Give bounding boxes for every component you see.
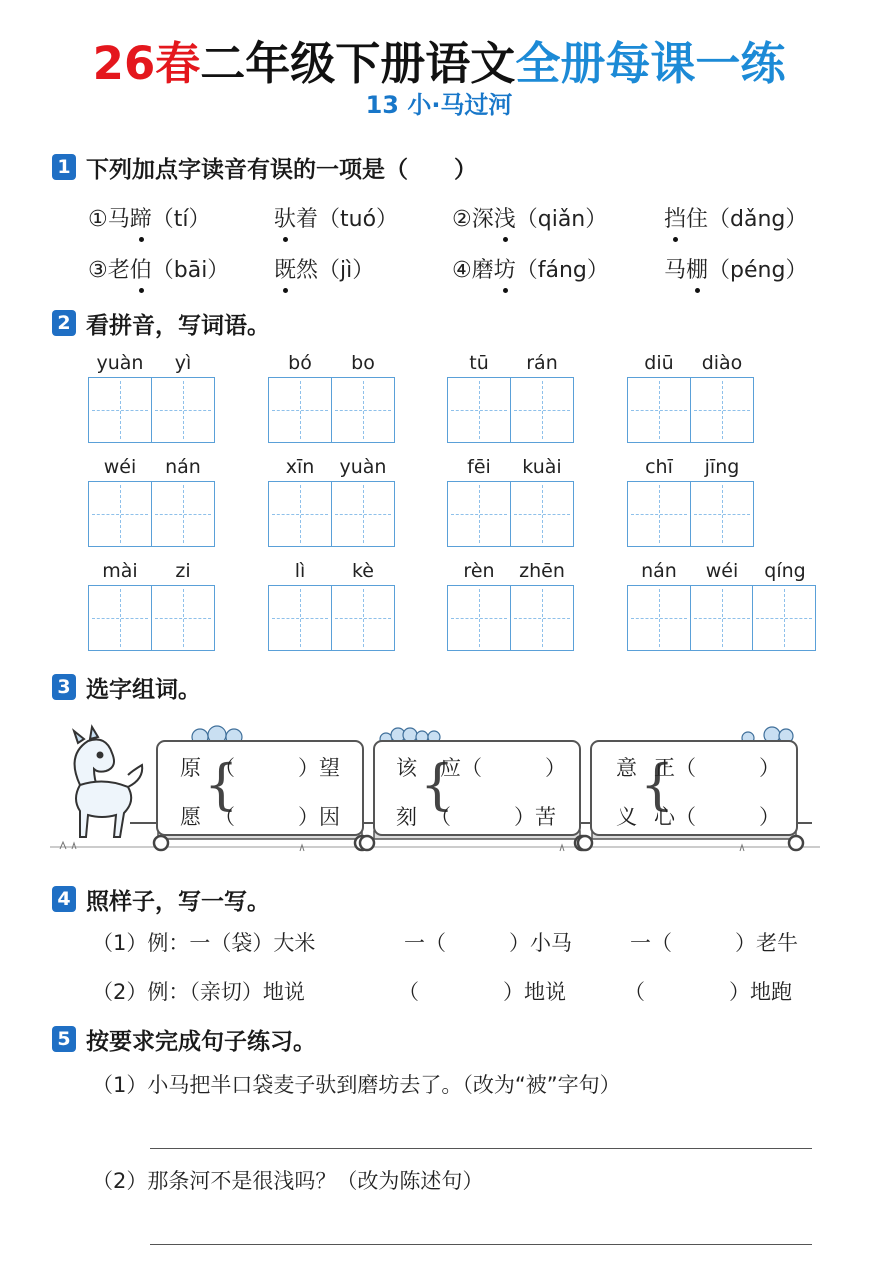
cart-1-blank-bottom[interactable]: （ ）因 (214, 805, 340, 829)
cart-1-blank-top[interactable]: （ ）望 (214, 756, 340, 780)
q5-answer-line-2[interactable] (150, 1244, 812, 1245)
writing-grid-box[interactable] (88, 585, 152, 651)
writing-grid-box[interactable] (331, 585, 395, 651)
q4-blank-2a[interactable]: （ ）地说 (398, 980, 566, 1004)
section-4-prompt: 照样子，写一写。 (86, 888, 270, 915)
pinyin-syllable: bo (351, 352, 375, 374)
cart-2-blank-bottom[interactable]: （ ）苦 (430, 805, 556, 829)
pinyin-group (627, 560, 816, 652)
section-3-heading (52, 672, 201, 702)
pinyin-group (447, 560, 573, 652)
section-5-prompt: 按要求完成句子练习。 (86, 1028, 316, 1055)
q1-option-4a: ④磨坊（fáng） (452, 256, 609, 286)
q5-sentence-2: （2）那条河不是很浅吗？（改为陈述句） (92, 1169, 484, 1193)
q1-option-2a: ②深浅（qiǎn） (452, 205, 607, 235)
pinyin-syllable: diū (644, 352, 674, 374)
pinyin-group (268, 456, 394, 548)
writing-grid-box[interactable] (510, 377, 574, 443)
q1-option-4b: 马棚（péng） (664, 256, 807, 286)
pinyin-syllable: diào (701, 352, 743, 374)
pinyin-syllable: nán (165, 456, 201, 478)
pinyin-syllable: rán (526, 352, 558, 374)
section-4-heading (52, 884, 270, 914)
pinyin-syllable: bó (288, 352, 312, 374)
writing-grid-box[interactable] (151, 481, 215, 547)
pinyin-syllable: kè (351, 560, 374, 582)
writing-grid-box[interactable] (627, 585, 691, 651)
section-2-heading (52, 308, 270, 338)
pinyin-syllable: wéi (705, 560, 739, 582)
pinyin-syllable: yì (174, 352, 192, 374)
cart-3-blank-top[interactable]: 正（ ） (654, 756, 780, 780)
pinyin-syllable: wéi (103, 456, 137, 478)
pinyin-syllable: nán (641, 560, 677, 582)
writing-grid-box[interactable] (690, 481, 754, 547)
pinyin-syllable: fēi (467, 456, 491, 478)
title-grade: 二年级下册语文 (200, 37, 516, 90)
pinyin-group (268, 560, 394, 652)
pinyin-syllable: zi (175, 560, 191, 582)
cart-2-blank-top[interactable]: 应（ ） (440, 756, 566, 780)
horse-icon (74, 727, 142, 837)
pinyin-group (447, 352, 573, 444)
writing-grid-box[interactable] (151, 585, 215, 651)
pinyin-group (88, 560, 214, 652)
writing-grid-box[interactable] (268, 377, 332, 443)
pinyin-group (447, 456, 573, 548)
section-5-heading (52, 1024, 316, 1054)
q5-answer-line-1[interactable] (150, 1148, 812, 1149)
pinyin-syllable: chī (645, 456, 673, 478)
pinyin-syllable: xīn (285, 456, 315, 478)
section-3-prompt: 选字组词。 (86, 676, 201, 703)
section-number-badge: 3 (52, 674, 76, 700)
section-2-prompt: 看拼音，写词语。 (86, 312, 270, 339)
brace-icon: { (420, 753, 455, 816)
writing-grid-box[interactable] (88, 377, 152, 443)
writing-grid-box[interactable] (151, 377, 215, 443)
writing-grid-box[interactable] (690, 377, 754, 443)
brace-icon: { (640, 753, 675, 816)
q1-option-2b: 挡住（dǎng） (664, 205, 807, 235)
writing-grid-box[interactable] (88, 481, 152, 547)
cart-2-char-bottom: 刻 (396, 805, 417, 829)
pinyin-group (268, 352, 394, 444)
section-number-badge: 5 (52, 1026, 76, 1052)
writing-grid-box[interactable] (268, 481, 332, 547)
pinyin-syllable: lì (294, 560, 306, 582)
pinyin-group (88, 456, 214, 548)
cart-3-char-bottom: 义 (616, 805, 637, 829)
brace-icon: { (204, 753, 239, 816)
title-term: 26春 (92, 37, 201, 90)
section-number-badge: 1 (52, 154, 76, 180)
pinyin-syllable: tū (469, 352, 489, 374)
pinyin-syllable: yuàn (339, 456, 387, 478)
cart-1-char-top: 原 (180, 756, 201, 780)
pinyin-syllable: yuàn (96, 352, 144, 374)
q1-option-3b: 既然（jì） (274, 256, 374, 286)
section-1-prompt: 下列加点字读音有误的一项是（ ） (86, 156, 477, 183)
q1-option-3a: ③老伯（bāi） (88, 256, 229, 286)
pinyin-group (627, 456, 753, 548)
writing-grid-box[interactable] (690, 585, 754, 651)
q4-example-1: （1）例：一（袋）大米 (92, 931, 316, 955)
writing-grid-box[interactable] (447, 585, 511, 651)
section-number-badge: 4 (52, 886, 76, 912)
section-number-badge: 2 (52, 310, 76, 336)
section-1-heading (52, 152, 477, 182)
pinyin-group (627, 352, 753, 444)
pinyin-syllable: zhēn (519, 560, 565, 582)
writing-grid-box[interactable] (510, 585, 574, 651)
pinyin-syllable: rèn (463, 560, 495, 582)
cart-1-char-bottom: 愿 (180, 805, 201, 829)
lesson-title: 13 小·马过河 (365, 91, 513, 119)
pinyin-syllable: kuài (522, 456, 562, 478)
cart-3-char-top: 意 (616, 756, 637, 780)
pinyin-group (88, 352, 214, 444)
writing-grid-box[interactable] (627, 481, 691, 547)
writing-grid-box[interactable] (268, 585, 332, 651)
q1-option-1b: 驮着（tuó） (274, 205, 398, 235)
cart-2-char-top: 该 (396, 756, 417, 780)
q5-sentence-1: （1）小马把半口袋麦子驮到磨坊去了。（改为“被”字句） (92, 1073, 621, 1097)
writing-grid-box[interactable] (752, 585, 816, 651)
writing-grid-box[interactable] (627, 377, 691, 443)
pinyin-syllable: mài (102, 560, 138, 582)
title-series: 全册每课一练 (515, 37, 786, 90)
writing-grid-box[interactable] (447, 377, 511, 443)
q4-blank-1b[interactable]: 一（ ）老牛 (630, 931, 798, 955)
cart-3-blank-bottom[interactable]: 心（ ） (654, 805, 780, 829)
writing-grid-box[interactable] (447, 481, 511, 547)
pinyin-syllable: jīng (704, 456, 740, 478)
q1-option-1a: ①马蹄（tí） (88, 205, 211, 235)
writing-grid-box[interactable] (331, 481, 395, 547)
q4-blank-2b[interactable]: （ ）地跑 (624, 980, 792, 1004)
q4-example-2: （2）例：（亲切）地说 (92, 980, 305, 1004)
pinyin-syllable: qíng (764, 560, 806, 582)
writing-grid-box[interactable] (331, 377, 395, 443)
worksheet-title (0, 34, 878, 94)
writing-grid-box[interactable] (510, 481, 574, 547)
q4-blank-1a[interactable]: 一（ ）小马 (404, 931, 572, 955)
